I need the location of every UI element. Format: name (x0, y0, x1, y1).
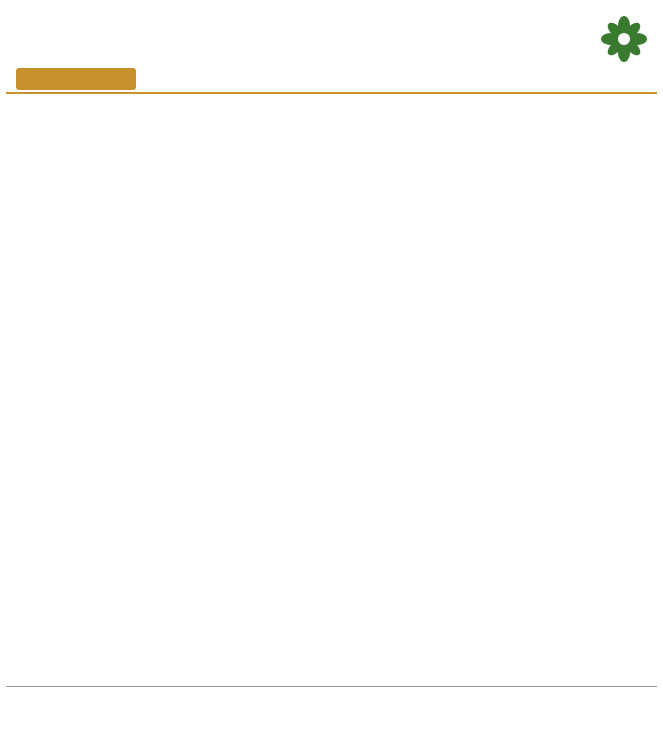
header-divider (6, 92, 657, 94)
logo-wordmark (501, 30, 601, 70)
municipality-logo (499, 14, 649, 78)
footer-divider (6, 686, 657, 687)
publication-round-badge (16, 68, 136, 90)
notice-body (12, 100, 651, 680)
notice-footer (6, 692, 657, 722)
tender-notice-page (6, 6, 657, 728)
notice-header (6, 6, 657, 88)
flower-logo-icon (599, 14, 649, 64)
